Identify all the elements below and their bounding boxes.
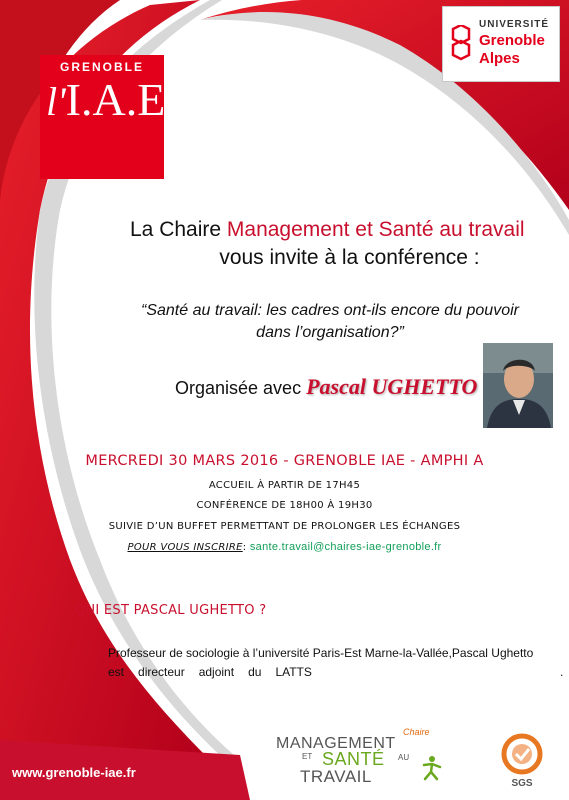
bio-word: du bbox=[248, 665, 262, 679]
organizer-line bbox=[175, 374, 477, 400]
bio-line1: Professeur de sociologie à l’université Paris-Est Marne-la-Vallée,Pascal Ughetto bbox=[108, 646, 534, 660]
uga-logo-line3: Alpes bbox=[479, 50, 520, 67]
website-link[interactable]: www.grenoble-iae.fr bbox=[12, 765, 136, 780]
logo-au: AU bbox=[398, 753, 410, 762]
uga-logo-line2: Grenoble bbox=[479, 32, 545, 49]
logo-et: ET bbox=[302, 752, 313, 761]
speaker-name: Pascal UGHETTO bbox=[306, 374, 478, 399]
invitation-title-line2: vous invite à la conférence : bbox=[219, 246, 480, 269]
conference-time: CONFÉRENCE DE 18H00 À 19H30 bbox=[196, 500, 373, 511]
logo-travail: TRAVAIL bbox=[300, 767, 372, 786]
event-date-location: MERCREDI 30 MARS 2016 - GRENOBLE IAE - AMPHI A bbox=[85, 453, 484, 469]
speaker-photo bbox=[483, 343, 553, 428]
running-figure-icon bbox=[420, 755, 442, 781]
uga-logo-line1: UNIVERSITÉ bbox=[479, 19, 550, 30]
register-colon: : bbox=[242, 542, 250, 553]
registration-line bbox=[0, 541, 569, 553]
grenoble-iae-logo bbox=[40, 55, 164, 179]
bio-word: adjoint bbox=[198, 665, 235, 679]
sgs-label: SGS bbox=[511, 778, 533, 789]
logo-sante: SANTÉ bbox=[322, 749, 385, 769]
organizer-prefix: Organisée avec bbox=[175, 378, 307, 398]
buffet-info: SUIVIE D’UN BUFFET PERMETTANT DE PROLONGER LES ÉCHANGES bbox=[108, 521, 461, 532]
bio-line2 bbox=[108, 665, 326, 679]
accueil-time: ACCUEIL À PARTIR DE 17H45 bbox=[208, 480, 361, 491]
chaire-word: Chaire bbox=[403, 727, 430, 737]
bio-word: LATTS bbox=[275, 665, 312, 679]
invitation-title-line1 bbox=[130, 218, 525, 242]
sgs-certification-logo bbox=[492, 730, 552, 794]
quote-line1: “Santé au travail: les cadres ont-ils encore du pouvoir bbox=[141, 302, 519, 319]
iae-logo-top-text: GRENOBLE bbox=[59, 60, 144, 74]
universite-grenoble-alpes-logo bbox=[442, 6, 560, 82]
quote-line2: dans l’organisation?” bbox=[256, 323, 404, 341]
conference-title-quote bbox=[100, 300, 560, 343]
uga-mark-icon bbox=[449, 25, 473, 63]
bio-heading: QUI EST PASCAL UGHETTO ? bbox=[75, 603, 267, 618]
registration-email-link[interactable]: sante.travail@chaires-iae-grenoble.fr bbox=[249, 541, 442, 553]
logo-management: MANAGEMENT bbox=[276, 735, 396, 752]
iae-logo-prefix: l' bbox=[46, 79, 66, 124]
bio-line2-end: . bbox=[560, 665, 564, 679]
bio-word: directeur bbox=[138, 665, 185, 679]
chaire-name: Management et Santé au travail bbox=[226, 218, 525, 241]
iae-logo-main-text bbox=[46, 74, 166, 125]
iae-logo-name: I.A.E bbox=[65, 74, 166, 125]
title-prefix: La Chaire bbox=[130, 218, 227, 241]
chaire-management-sante-logo bbox=[270, 727, 455, 791]
bio-word: est bbox=[108, 665, 125, 679]
register-label: POUR VOUS INSCRIRE bbox=[127, 542, 243, 553]
